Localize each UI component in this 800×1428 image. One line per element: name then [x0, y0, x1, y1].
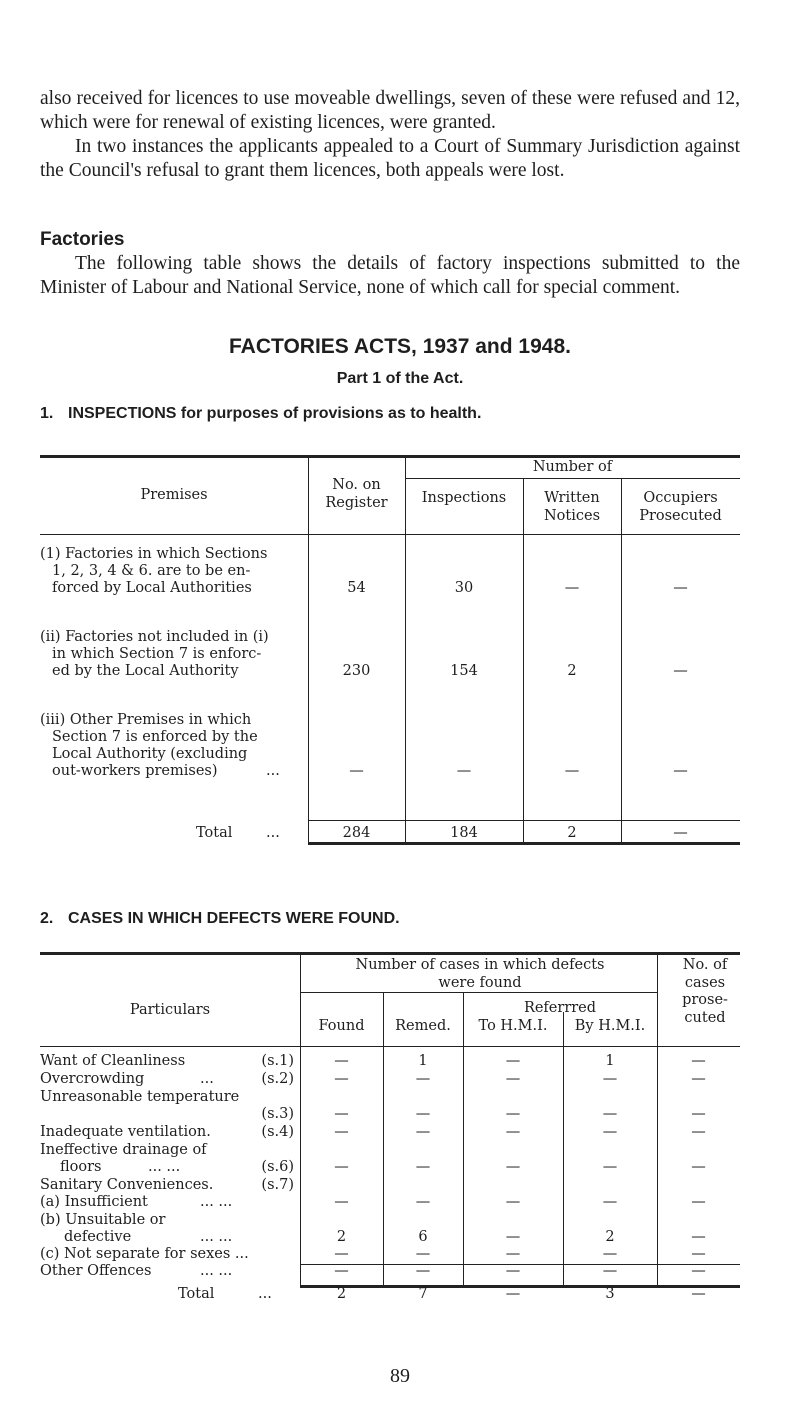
cell-prosecuted: —	[673, 663, 688, 679]
cell-notices: —	[564, 763, 580, 779]
cell-inspections: —	[456, 763, 472, 779]
row-label: Unreasonable temperature	[40, 1089, 240, 1105]
cell-found: —	[334, 1071, 349, 1087]
row-section-code: (s.2)	[261, 1071, 294, 1087]
row-section-code: (s.4)	[261, 1124, 294, 1140]
cell-found: —	[334, 1246, 349, 1262]
cell-found: —	[334, 1263, 349, 1279]
section1-title: INSPECTIONS for purposes of provisions as to health.	[68, 405, 482, 422]
total-found: 2	[336, 1286, 347, 1302]
row-label: (c) Not separate for sexes ...	[40, 1246, 249, 1262]
factories-heading: Factories	[40, 229, 125, 250]
row-section-code: (s.7)	[261, 1177, 294, 1193]
cell-by-hmi: —	[602, 1159, 618, 1175]
row-label: Other Offences	[40, 1263, 152, 1279]
row-label: defective	[64, 1229, 132, 1245]
section2-title: CASES IN WHICH DEFECTS WERE FOUND.	[68, 910, 400, 927]
cell-inspections: 154	[450, 663, 478, 679]
cell-notices: —	[564, 580, 580, 596]
col-occupiers-header: Occupiers Prosecuted	[639, 490, 722, 524]
cell-by-hmi: —	[602, 1194, 618, 1210]
cell-found: —	[334, 1194, 349, 1210]
row-section-code: (s.1)	[261, 1053, 294, 1069]
total-prosecuted: —	[691, 1286, 706, 1302]
cell-register: 230	[342, 663, 371, 679]
cell-prosecuted: —	[691, 1229, 706, 1245]
cell-remed: —	[415, 1263, 431, 1279]
cell-by-hmi: —	[602, 1071, 618, 1087]
row-label: Local Authority (excluding	[52, 746, 248, 762]
table2-top-rule	[40, 952, 740, 955]
total-inspections: 184	[450, 825, 478, 841]
page-number: 89	[390, 1365, 410, 1387]
col-to-hmi-header: To H.M.I.	[478, 1018, 548, 1034]
cell-prosecuted: —	[691, 1106, 706, 1122]
col-register-header: No. on Register	[325, 477, 388, 511]
row-label: (1) Factories in which Sections	[40, 546, 268, 562]
cell-register: —	[349, 763, 364, 779]
cell-to-hmi: —	[505, 1229, 521, 1245]
cell-found: —	[334, 1053, 349, 1069]
row-label: (iii) Other Premises in which	[40, 712, 252, 728]
leader-dots: ... ...	[200, 1194, 233, 1210]
acts-subtitle: Part 1 of the Act.	[336, 370, 464, 387]
section2-heading	[40, 910, 400, 928]
leader-dots: ... ...	[148, 1159, 181, 1175]
cell-to-hmi: —	[505, 1194, 521, 1210]
row-label: Section 7 is enforced by the	[52, 729, 258, 745]
cell-remed: —	[415, 1246, 431, 1262]
total-prosecuted: —	[673, 825, 688, 841]
cell-by-hmi: —	[602, 1124, 618, 1140]
paragraph-appeals: In two instances the applicants appealed to a Court of Summary Jurisdiction against the Council's refusal to grant them licences, both appeals were lost.	[40, 136, 740, 181]
col-premises-header: Premises	[140, 487, 208, 503]
cell-prosecuted: —	[673, 763, 688, 779]
cell-to-hmi: —	[505, 1159, 521, 1175]
cell-to-hmi: —	[505, 1053, 521, 1069]
cell-prosecuted: —	[691, 1159, 706, 1175]
cell-notices: 2	[567, 663, 577, 679]
cell-prosecuted: —	[691, 1053, 706, 1069]
cell-remed: —	[415, 1194, 431, 1210]
cell-found: —	[334, 1159, 349, 1175]
total-label: Total	[196, 825, 233, 841]
total-to-hmi: —	[505, 1286, 521, 1302]
leader-dots: ...	[266, 763, 280, 779]
cell-found: —	[334, 1124, 349, 1140]
cell-to-hmi: —	[505, 1246, 521, 1262]
section1-heading	[40, 405, 481, 423]
row-section-code: (s.6)	[261, 1159, 294, 1175]
col-by-hmi-header: By H.M.I.	[574, 1018, 646, 1034]
cell-to-hmi: —	[505, 1071, 521, 1087]
col-referred-header: Referrred	[523, 1000, 597, 1016]
row-label: (a) Insufficient	[40, 1194, 148, 1210]
cell-found: 2	[336, 1229, 347, 1245]
leader-dots: ... ...	[200, 1263, 233, 1279]
row-label: (ii) Factories not included in (i)	[40, 629, 269, 645]
row-label: Inadequate ventilation.	[40, 1124, 211, 1140]
cell-remed: —	[415, 1124, 431, 1140]
total-register: 284	[342, 825, 371, 841]
cell-remed: 1	[418, 1053, 428, 1069]
row-label: forced by Local Authorities	[52, 580, 252, 596]
row-label: (b) Unsuitable or	[40, 1212, 166, 1228]
row-label: floors	[60, 1159, 102, 1175]
row-label: Ineffective drainage of	[40, 1142, 207, 1158]
col-number-of-cases-header: Number of cases in which defects were found	[355, 957, 605, 991]
row-label: out-workers premises)	[52, 763, 218, 779]
col-prosecuted-header: No. of cases prose- cuted	[682, 957, 728, 1026]
cell-to-hmi: —	[505, 1263, 521, 1279]
row-section-code: (s.3)	[261, 1106, 294, 1122]
cell-prosecuted: —	[691, 1194, 706, 1210]
row-label: Want of Cleanliness	[40, 1053, 186, 1069]
cell-prosecuted: —	[691, 1246, 706, 1262]
section2-number: 2.	[40, 910, 54, 927]
row-label: in which Section 7 is enforc-	[52, 646, 262, 662]
paragraph-licences: also received for licences to use moveable dwellings, seven of these were refused and 12, which were for renewal of existing licences, were granted.	[40, 88, 740, 133]
row-label: Sanitary Conveniences.	[40, 1177, 214, 1193]
cell-to-hmi: —	[505, 1124, 521, 1140]
total-label: Total	[178, 1286, 215, 1302]
row-label: 1, 2, 3, 4 & 6. are to be en-	[52, 563, 251, 579]
cell-remed: —	[415, 1071, 431, 1087]
leader-dots: ...	[200, 1071, 214, 1087]
cell-remed: —	[415, 1159, 431, 1175]
cell-by-hmi: —	[602, 1246, 618, 1262]
row-label: ed by the Local Authority	[52, 663, 239, 679]
cell-register: 54	[347, 580, 366, 596]
total-by-hmi: 3	[605, 1286, 615, 1302]
col-number-of-header: Number of	[532, 459, 613, 475]
col-remed-header: Remed.	[395, 1018, 451, 1034]
col-inspections-header: Inspections	[421, 490, 507, 506]
cell-remed: 6	[418, 1229, 428, 1245]
cell-inspections: 30	[454, 580, 474, 596]
cell-by-hmi: —	[602, 1106, 618, 1122]
cell-prosecuted: —	[691, 1124, 706, 1140]
cell-by-hmi: 1	[605, 1053, 615, 1069]
cell-by-hmi: 2	[605, 1229, 615, 1245]
col-written-notices-header: Written Notices	[543, 490, 601, 524]
total-notices: 2	[567, 825, 577, 841]
leader-dots: ... ...	[200, 1229, 233, 1245]
col-particulars-header: Particulars	[129, 1002, 211, 1018]
cell-to-hmi: —	[505, 1106, 521, 1122]
table1-top-rule	[40, 455, 740, 458]
section1-number: 1.	[40, 405, 54, 422]
total-remed: 7	[418, 1286, 428, 1302]
leader-dots: ...	[258, 1286, 272, 1302]
cell-prosecuted: —	[691, 1071, 706, 1087]
leader-dots: ...	[266, 825, 280, 841]
cell-prosecuted: —	[691, 1263, 706, 1279]
cell-remed: —	[415, 1106, 431, 1122]
cell-found: —	[334, 1106, 349, 1122]
acts-title: FACTORIES ACTS, 1937 and 1948.	[229, 335, 571, 358]
cell-by-hmi: —	[602, 1263, 618, 1279]
cell-prosecuted: —	[673, 580, 688, 596]
row-label: Overcrowding	[40, 1071, 145, 1087]
col-found-header: Found	[318, 1018, 365, 1034]
factories-intro: The following table shows the details of factory inspections submitted to the Minister of Labour and National Service, none of which call for special comment.	[40, 253, 740, 298]
